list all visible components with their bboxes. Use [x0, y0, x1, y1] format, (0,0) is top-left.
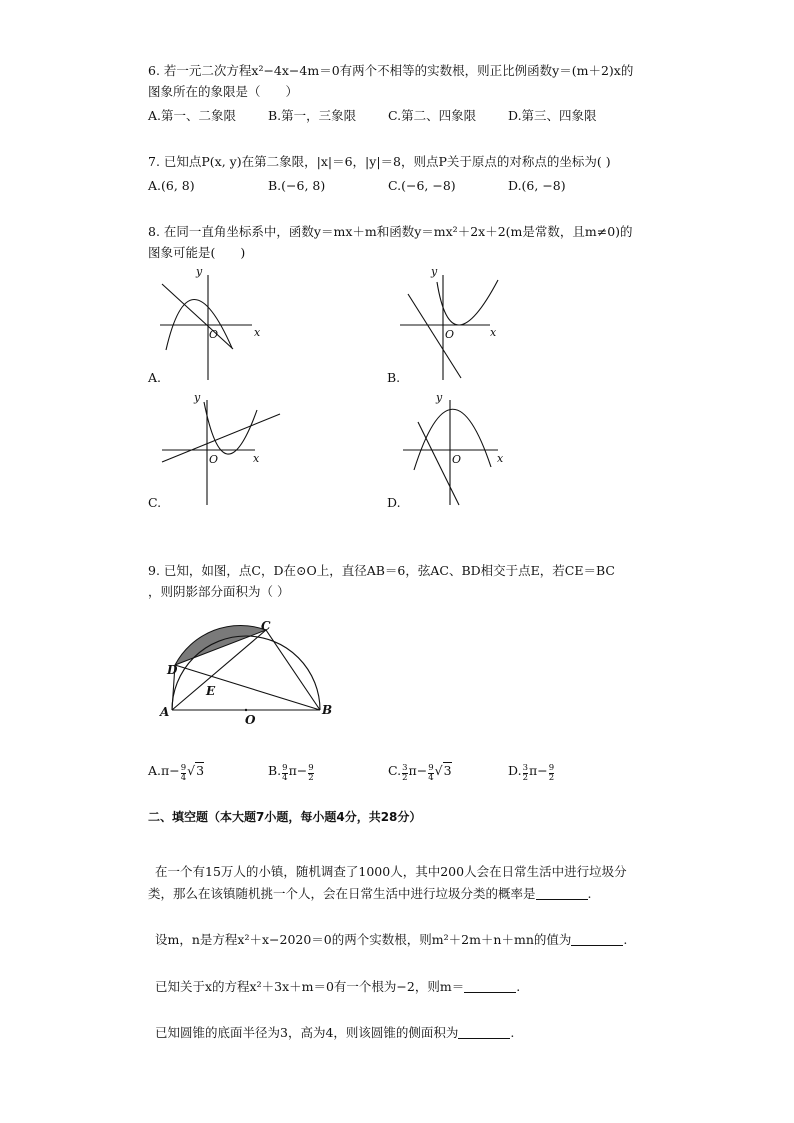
shaded-region [175, 625, 266, 665]
q6-option-b: B.第一，三象限 [268, 108, 357, 123]
q8-graphs [140, 262, 540, 522]
q8-c-axis-y: y [194, 391, 201, 404]
q7-stem: 7. 已知点P(x, y)在第二象限，|x|＝6，|y|＝8，则点P关于原点的对称点的坐标为( ) [148, 154, 611, 169]
q8-d-origin: O [452, 453, 462, 466]
q8-label-c: C. [148, 495, 162, 510]
point-e-label: E [206, 684, 216, 698]
q8-label-d: D. [387, 495, 401, 510]
fill-q3: 已知关于x的方程x²＋3x＋m＝0有一个根为−2，则m＝ . [155, 979, 521, 994]
q7-options [148, 178, 566, 193]
q8-graph-d [403, 400, 498, 505]
point-d-label: D [167, 663, 178, 677]
q9-options [148, 762, 555, 783]
q8-stem-line1: 8. 在同一直角坐标系中，函数y＝mx＋m和函数y＝mx²＋2x＋2(m是常数，且m≠0)的 [148, 224, 633, 239]
q8-graph-a [160, 275, 252, 380]
q6-options [148, 108, 597, 123]
q8-label-a: A. [148, 370, 162, 385]
q6-option-a: A.第一、二象限 [148, 108, 237, 123]
q6-option-c: C.第二、四象限 [388, 108, 477, 123]
q8-a-origin: O [209, 328, 219, 341]
q8-b-axis-x: x [490, 326, 497, 339]
point-c-label: C [261, 619, 271, 633]
q8-a-axis-x: x [254, 326, 261, 339]
q8-d-axis-y: y [436, 391, 443, 404]
answer-blank[interactable] [571, 934, 623, 946]
q8-b-axis-y: y [431, 265, 438, 278]
q6-option-d: D.第三、四象限 [508, 108, 597, 123]
q9-stem-line2: ，则阴影部分面积为（ ） [148, 584, 290, 599]
q7-option-c: C.(−6, −8) [388, 178, 456, 193]
point-a-label: A [160, 705, 170, 719]
q9-stem-line1: 9. 已知，如图，点C，D在⊙O上，直径AB＝6，弦AC、BD相交于点E，若CE＝BC [148, 563, 615, 578]
fill-q2: 设m，n是方程x²＋x−2020＝0的两个实数根，则m²＋2m＋n＋mn的值为 . [155, 932, 628, 947]
q6-stem-line2: 图象所在的象限是（ ） [148, 84, 299, 99]
fill-q1-line2: 类，那么在该镇随机挑一个人，会在日常生活中进行垃圾分类的概率是 . [148, 886, 592, 901]
q7-option-a: A.(6, 8) [148, 178, 195, 193]
q8-b-origin: O [445, 328, 455, 341]
fill-q4: 已知圆锥的底面半径为3，高为4，则该圆锥的侧面积为 . [155, 1025, 515, 1040]
q8-c-axis-x: x [253, 452, 260, 465]
point-b-label: B [322, 703, 333, 717]
q9-option-d: D. $\frac{3}{2}$ π− $\frac{9}{2}$ [508, 763, 555, 783]
q9-option-c: C. $\frac{3}{2}$ π− $\frac{9}{4}$ √3 [388, 763, 452, 783]
q8-d-axis-x: x [497, 452, 504, 465]
q7-option-d: D.(6, −8) [508, 178, 566, 193]
q8-graph-c [162, 400, 280, 505]
section2-heading: 二、填空题（本大题7小题，每小题4分，共28分） [148, 810, 422, 824]
q9-option-b: B. $\frac{9}{4}$ π− $\frac{9}{2}$ [268, 763, 314, 783]
q8-c-origin: O [209, 453, 219, 466]
answer-blank[interactable] [464, 981, 516, 993]
fill-q1-line1: 在一个有15万人的小镇，随机调查了1000人，其中200人会在日常生活中进行垃圾分 [155, 864, 627, 879]
q9-semicircle-figure [158, 618, 343, 728]
point-o-label: O [245, 713, 256, 727]
q7-option-b: B.(−6, 8) [268, 178, 326, 193]
q9-option-a: A.π− $\frac{9}{4}$ √3 [148, 763, 205, 783]
q6-stem-line1: 6. 若一元二次方程x²−4x−4m＝0有两个不相等的实数根，则正比例函数y＝(m＋2)x的 [148, 63, 634, 78]
answer-blank[interactable] [458, 1027, 510, 1039]
q8-a-axis-y: y [196, 265, 203, 278]
q8-stem-line2: 图象可能是( ) [148, 245, 246, 260]
q8-label-b: B. [387, 370, 401, 385]
answer-blank[interactable] [536, 888, 588, 900]
